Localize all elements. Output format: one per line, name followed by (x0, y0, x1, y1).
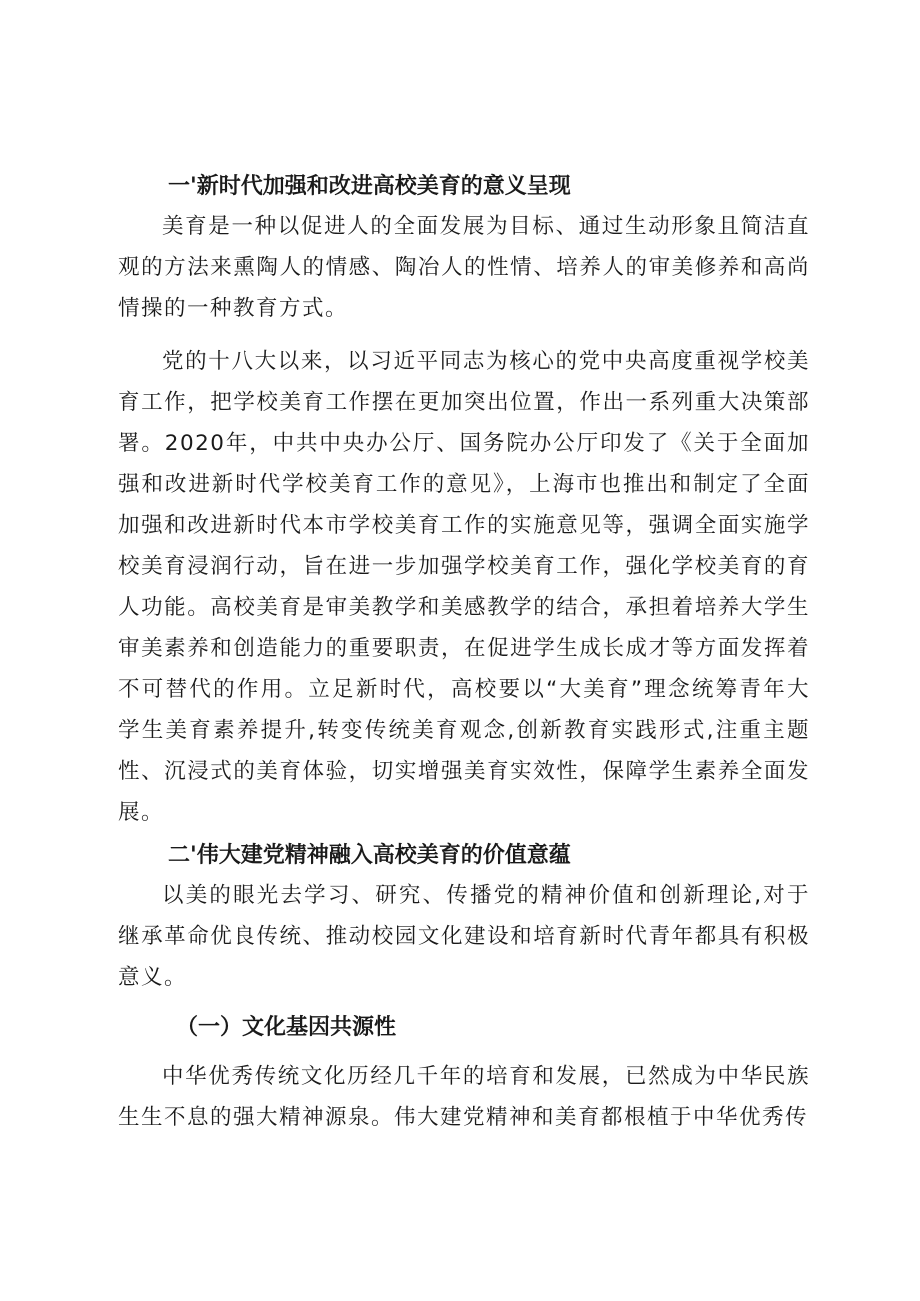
paragraph-policy-background: 党的十八大以来，以习近平同志为核心的党中央高度重视学校美育工作，把学校美育工作摆在更加突出位置，作出一系列重大决策部署。2020年，中共中央办公厅、国务院办公厅印发了《关于全面加强和改进新时代学校美育工作的意见》，上海市也推出和制定了全面加强和改进新时代本市学校美育工作的实施意见等，强调全面实施学校美育浸润行动，旨在进一步加强学校美育工作，强化学校美育的育人功能。高校美育是审美教学和美感教学的结合，承担着培养大学生审美素养和创造能力的重要职责，在促进学生成长成才等方面发挥着不可替代的作用。立足新时代，高校要以“大美育”理念统筹青年大学生美育素养提升,转变传统美育观念,创新教育实践形式,注重主题性、沉浸式的美育体验，切实增强美育实效性，保障学生素养全面发展。 (118, 349, 810, 825)
paragraph-aesthetic-education-definition: 美育是一种以促进人的全面发展为目标、通过生动形象且简洁直观的方法来熏陶人的情感、陶冶人的性情、培养人的审美修养和高尚情操的一种教育方式。 (118, 214, 810, 321)
section-heading-1: 一'新时代加强和改进高校美育的意义呈现 (168, 174, 571, 199)
subsection-heading-1: （一）文化基因共源性 (176, 1015, 397, 1040)
paragraph-value-significance: 以美的眼光去学习、研究、传播党的精神价值和创新理论,对于继承革命优良传统、推动校园文化建设和培育新时代青年都具有积极意义。 (118, 883, 810, 990)
paragraph-cultural-gene: 中华优秀传统文化历经几千年的培育和发展，已然成为中华民族生生不息的强大精神源泉。伟大建党精神和美育都根植于中华优秀传 (118, 1064, 810, 1130)
document-page (118, 168, 810, 1138)
section-heading-2: 二'伟大建党精神融入高校美育的价值意蕴 (168, 843, 571, 868)
